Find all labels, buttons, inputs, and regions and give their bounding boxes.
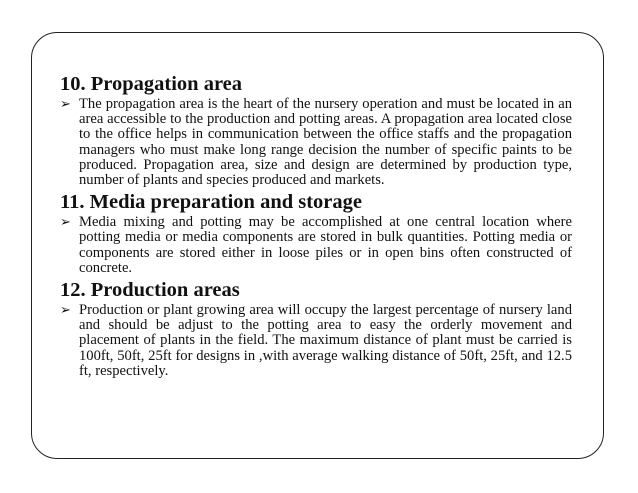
bullet-item [60,303,572,379]
paragraph-production-areas: Production or plant growing area will occupy the largest percentage of nursery land and should be adjust to the potting area to easy the orderly movement and placement of plants in the field. The maximum distance of plant must be carried is 100ft, 50ft, 25ft for designs in ,with average walking distance of 50ft, 25ft, and 12.5 ft, respectively. [79,302,572,379]
arrow-bullet-icon: ➢ [60,215,71,231]
paragraph-propagation-area: The propagation area is the heart of the nursery operation and must be located in an area accessible to the production and potting areas. A propagation area located close to the office helps in communication between the office staffs and the propagation managers who must make long range decision the number of specific paints to be produced. Propagation area, size and design are determined by production type, number of plants and species produced and markets. [79,96,572,189]
section-heading-production-areas: 12. Production areas [60,279,240,302]
bullet-item [60,215,572,276]
section-heading-media-preparation: 11. Media preparation and storage [60,191,362,214]
arrow-bullet-icon: ➢ [60,303,71,319]
bullet-item [60,97,572,188]
paragraph-media-preparation: Media mixing and potting may be accomplished at one central location where potting media or media components are stored in bulk quantities. Potting media or components are stored either in loose piles or in open bins often constructed of concrete. [79,214,572,276]
section-heading-propagation-area: 10. Propagation area [60,73,243,95]
arrow-bullet-icon: ➢ [60,97,71,112]
slide-content [60,72,572,381]
